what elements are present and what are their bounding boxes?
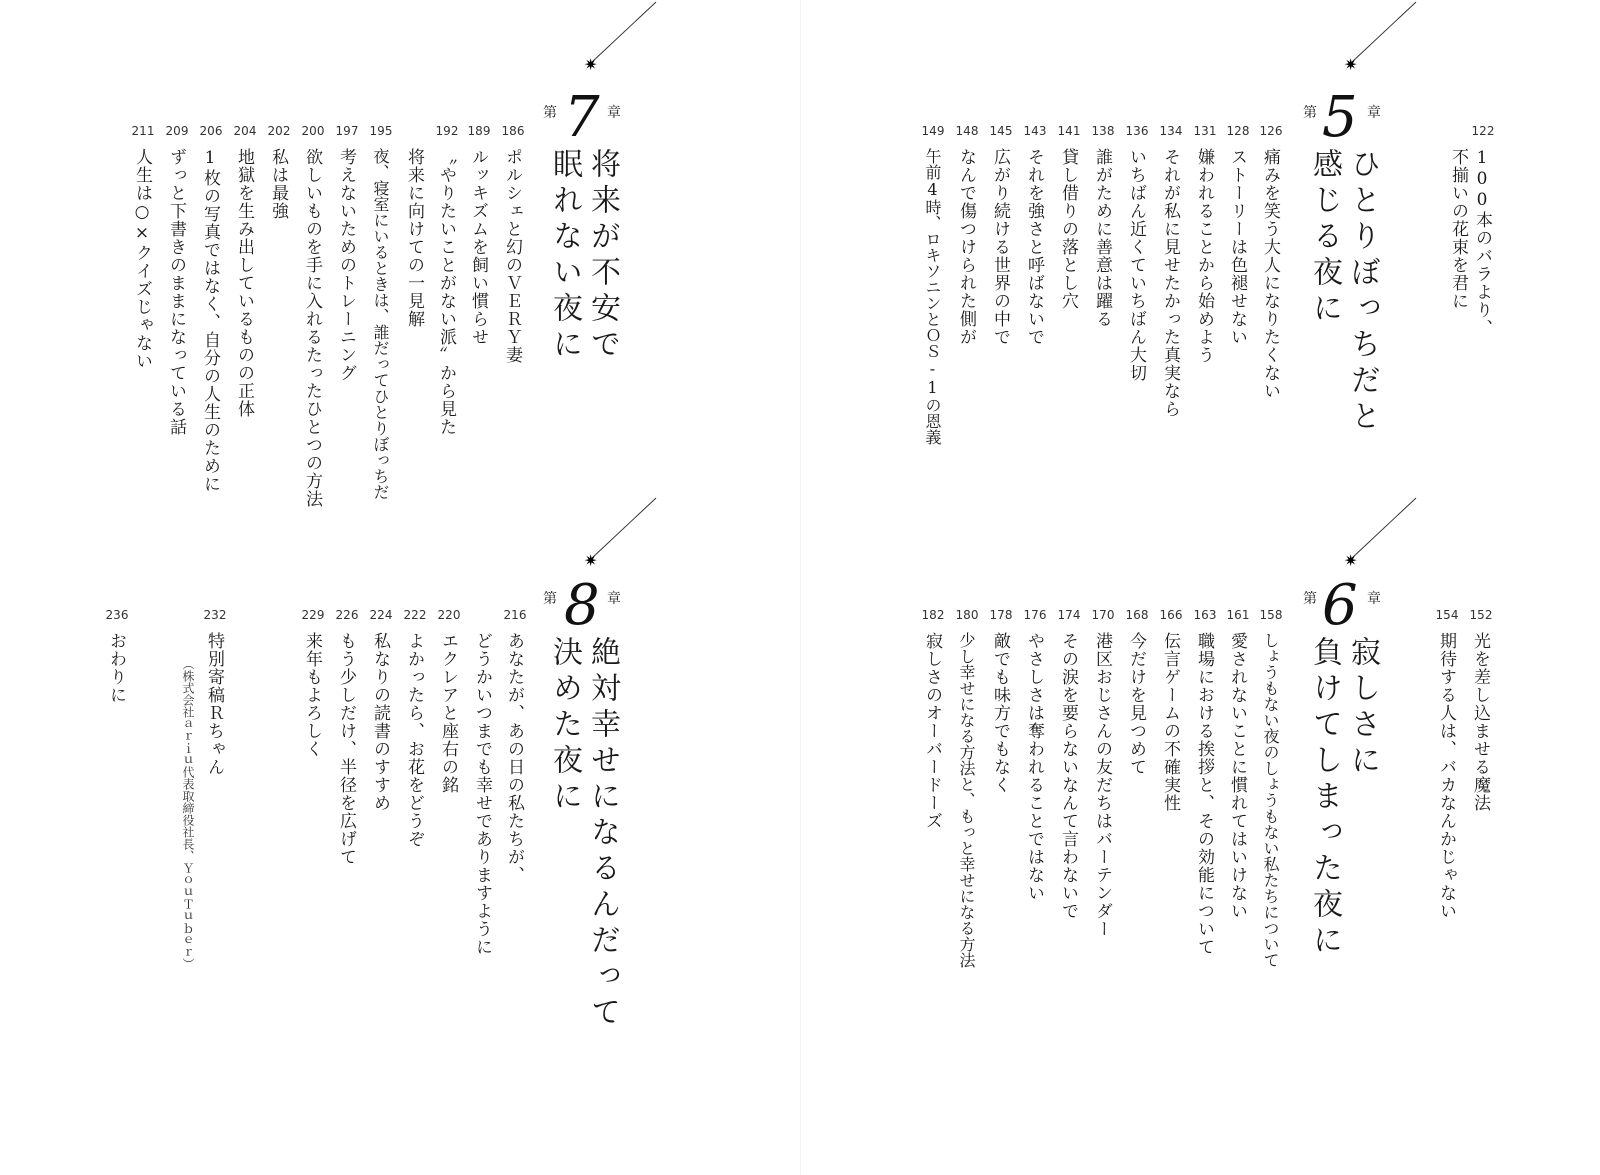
star-ornament: [1340, 0, 1450, 74]
page-number: 122: [1471, 124, 1495, 138]
entry-title: 誰がために善意は躍る: [1092, 148, 1112, 328]
entry-title: どうかいつまでも幸せでありますように: [472, 632, 492, 956]
svg-text:✷: ✷: [584, 55, 598, 74]
page-number: 192: [435, 124, 459, 138]
page-number: 174: [1057, 608, 1081, 622]
page-number: 141: [1057, 124, 1081, 138]
page-number: 170: [1091, 608, 1115, 622]
entry-title: もう少しだけ、半径を広げて: [336, 632, 356, 866]
entry-title: やさしさは奪われることではない: [1024, 632, 1044, 902]
page-number: 131: [1193, 124, 1217, 138]
chapter-number: 6: [1322, 573, 1358, 638]
entry-title: 1枚の写真ではなく、自分の人生のために: [200, 148, 220, 493]
chapter-label-bottom: 章: [607, 105, 621, 121]
entry-title: それを強さと呼ばないで: [1024, 148, 1044, 346]
entry-title: 職場における挨拶と、その効能について: [1194, 632, 1214, 956]
entry-title: 〝やりたいことがない派〞から見た: [436, 148, 456, 436]
chapter-title-line2: 負けてしまった夜に: [1307, 636, 1342, 960]
ch7-entries: [128, 124, 528, 644]
chapter-number: 7: [564, 85, 600, 150]
page-number: 143: [1023, 124, 1047, 138]
page-number: 128: [1226, 124, 1250, 138]
star-ornament: [1340, 496, 1450, 570]
entry-title: 少し幸せになる方法と、もっと幸せになる方法: [957, 632, 976, 968]
entry-title: いちばん近くていちばん大切: [1126, 148, 1146, 382]
entry-title: よかったら、お花をどうぞ: [404, 632, 424, 848]
page-number: 163: [1193, 608, 1217, 622]
svg-text:✷: ✷: [584, 551, 598, 570]
page-number: 204: [233, 124, 257, 138]
chapter-label-top: 第: [543, 105, 557, 121]
chapter-label-bottom: 章: [1367, 591, 1381, 607]
star-ornament: [580, 0, 690, 74]
entry-title: 嫌われることから始めよう: [1194, 148, 1214, 364]
chapter-label-bottom: 章: [607, 591, 621, 607]
entry-title: 人生は○×クイズじゃない: [132, 148, 152, 370]
page-number: 178: [989, 608, 1013, 622]
page-number: 206: [199, 124, 223, 138]
entry-title: 広がり続ける世界の中で: [990, 148, 1010, 346]
entry-title: それが私に見せたかった真実なら: [1160, 148, 1180, 418]
page-number: 195: [369, 124, 393, 138]
page-number: 229: [301, 608, 325, 622]
entry-title: 将来に向けての一見解: [404, 148, 424, 328]
page-number: 224: [369, 608, 393, 622]
entry-title: しょうもない夜のしょうもない私たちについて: [1261, 632, 1280, 968]
page-number: 220: [437, 608, 461, 622]
page-number: 134: [1159, 124, 1183, 138]
entry-title: 私なりの読書のすすめ: [370, 632, 390, 812]
page-number: 180: [955, 608, 979, 622]
entry-title: 伝言ゲームの不確実性: [1160, 632, 1180, 812]
ch5-entries: [918, 124, 1288, 644]
entry-title: ストーリーは色褪せない: [1227, 148, 1247, 346]
entry-title: 愛されないことに慣れてはいけない: [1227, 632, 1247, 920]
page-number: 236: [105, 608, 129, 622]
special-contribution: [176, 608, 236, 1128]
entry-title: ずっと下書きのままになっている話: [166, 148, 186, 436]
entry-title: おわりに: [106, 632, 126, 704]
entry-title: 敵でも味方でもなく: [990, 632, 1010, 794]
page-number: 138: [1091, 124, 1115, 138]
page-number: 176: [1023, 608, 1047, 622]
page-number: 202: [267, 124, 291, 138]
entry-title: 私は最強: [268, 148, 288, 220]
entry-title: 夜、寝室にいるときは、誰だってひとりぼっちだ: [371, 148, 390, 500]
page-number: 189: [467, 124, 491, 138]
entry-title: ポルシェと幻のＶＥＲＹ妻: [502, 148, 522, 364]
chapter-title-line2: 決めた夜に: [547, 636, 582, 816]
ending-entry: [98, 608, 138, 1128]
entry-title: 期待する人は、バカなんかじゃない: [1436, 632, 1456, 920]
page-number: 145: [989, 124, 1013, 138]
chapter-number: 5: [1322, 85, 1358, 150]
page-number: 226: [335, 608, 359, 622]
page-number: 148: [955, 124, 979, 138]
chapter-title-line1: 絶対幸せになるんだって: [585, 636, 620, 1032]
chapter-number: 8: [564, 573, 600, 638]
entry-title: 光を差し込ませる魔法: [1470, 632, 1490, 812]
page-number: 168: [1125, 608, 1149, 622]
chapter-title-line1: 将来が不安で: [585, 148, 620, 364]
chapter-label-top: 第: [1303, 105, 1317, 121]
chapter-label-top: 第: [1303, 591, 1317, 607]
page-number: 154: [1435, 608, 1459, 622]
page-number: 149: [921, 124, 945, 138]
page-number: 186: [501, 124, 525, 138]
entry-title: エクレアと座右の銘: [438, 632, 458, 794]
page-gutter: [800, 0, 801, 1175]
entry-title: 来年もよろしく: [302, 632, 322, 758]
ch6-entries: [918, 608, 1288, 1128]
page-number: 158: [1259, 608, 1283, 622]
entry-title: 考えないためのトレーニング: [336, 148, 356, 382]
svg-text:✷: ✷: [1344, 55, 1358, 74]
entry-title: なんで傷つけられた側が: [956, 148, 976, 346]
entry-title: 痛みを笑う大人になりたくない: [1260, 148, 1280, 400]
chapter-label-bottom: 章: [1367, 105, 1381, 121]
star-ornament: [580, 496, 690, 570]
chapter-title-line1: 寂しさに: [1345, 636, 1380, 780]
entry-title: 欲しいものを手に入れるたったひとつの方法: [302, 148, 322, 508]
entry-title: ルッキズムを飼い慣らせ: [468, 148, 488, 346]
chapter-title-line2: 眠れない夜に: [547, 148, 582, 364]
entry-title: 100本のバラより、: [1472, 148, 1492, 337]
entry-title: 貸し借りの落とし穴: [1058, 148, 1078, 310]
entry-title: その涙を要らないなんて言わないで: [1058, 632, 1078, 920]
page-number: 209: [165, 124, 189, 138]
page-number: 161: [1226, 608, 1250, 622]
page-number: 211: [131, 124, 155, 138]
page-number: 222: [403, 608, 427, 622]
entry-title: 地獄を生み出しているものの正体: [234, 148, 254, 418]
page-number: 216: [503, 608, 527, 622]
ch6-prev-entries: [1424, 608, 1500, 1128]
entry-title: 港区おじさんの友だちはバーテンダー: [1092, 632, 1112, 938]
page-number: 152: [1469, 608, 1493, 622]
svg-text:✷: ✷: [1344, 551, 1358, 570]
page-number: 232: [203, 608, 227, 622]
entry-title: 寂しさのオーバードーズ: [922, 632, 942, 830]
chapter-label-top: 第: [543, 591, 557, 607]
page-number: 200: [301, 124, 325, 138]
page-number: 166: [1159, 608, 1183, 622]
page-number: 197: [335, 124, 359, 138]
entry-title: あなたが、あの日の私たちが、: [504, 632, 524, 884]
page-number: 126: [1259, 124, 1283, 138]
chapter-title-line1: ひとりぼっちだと: [1345, 148, 1380, 436]
entry-title: 午前4時、ロキソニンとＯＳ-1の恩義: [923, 148, 942, 445]
entry-note: （株式会社ａｒｉｕ代表取締役社長、ＹｏｕＴｕｂｅｒ）: [181, 658, 195, 970]
chapter-title-line2: 感じる夜に: [1307, 148, 1342, 328]
entry-title-line2: 不揃いの花束を君に: [1448, 148, 1468, 310]
page-number: 136: [1125, 124, 1149, 138]
entry-title: 特別寄稿Ｒちゃん: [204, 632, 224, 776]
entry-title: 今だけを見つめて: [1126, 632, 1146, 776]
page-number: 182: [921, 608, 945, 622]
ch8-entries: [296, 608, 536, 1128]
